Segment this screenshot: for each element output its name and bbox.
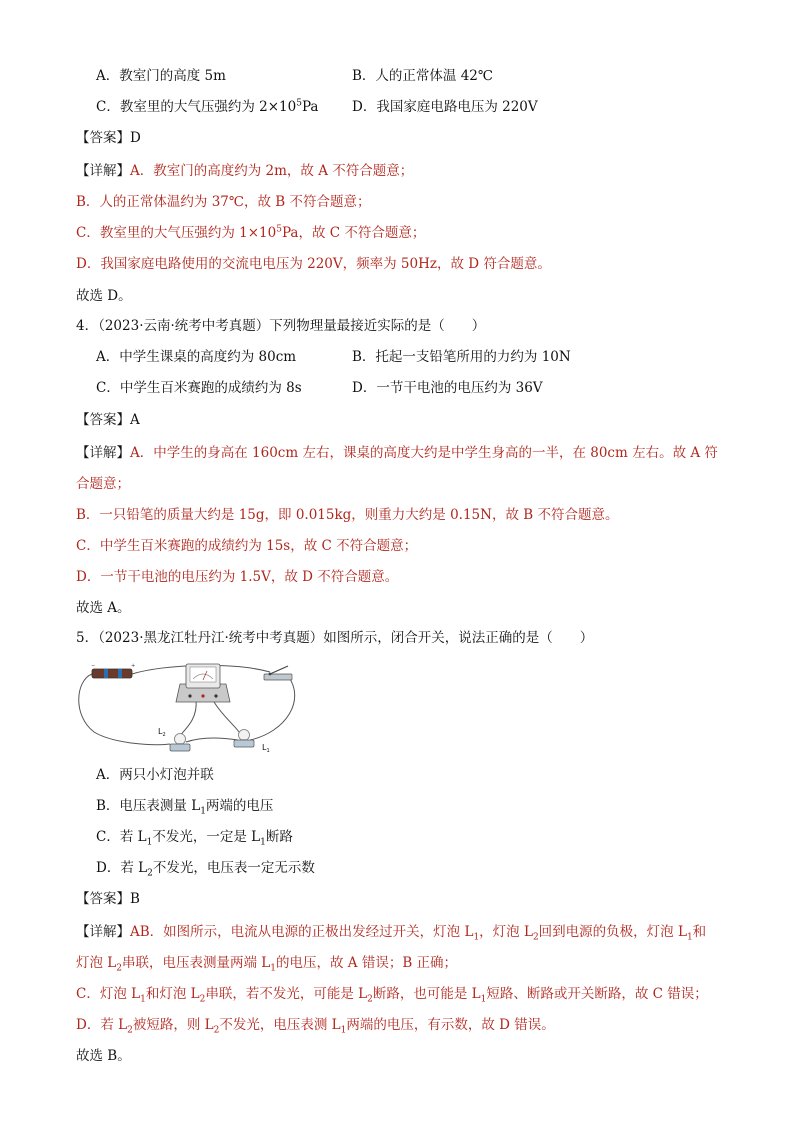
q5-option-c: C．若 $L_1$不发光，一定是 $L_1$断路 <box>96 829 293 848</box>
q4-option-d: D．一节干电池的电压约为 36V <box>352 380 543 396</box>
q4-options-row-1 <box>96 347 656 367</box>
wire-bulbs <box>186 738 238 742</box>
wire-battery-to-switch <box>79 674 170 745</box>
svg-text:−: − <box>91 663 96 669</box>
q5-stem: 5．（2023·黑龙江牡丹江·统考中考真题）如图所示，闭合开关，说法正确的是（ ） <box>76 630 594 646</box>
q3-detail-2: B．人的正常体温约为 37℃，故 B 不符合题意； <box>76 194 371 210</box>
circuit-figure <box>74 660 300 756</box>
label-l2: $L_2$ <box>158 727 166 738</box>
wire-right <box>250 676 295 740</box>
battery <box>91 663 135 678</box>
svg-text:+: + <box>131 663 136 669</box>
q3-detail-4: D．我国家庭电路使用的交流电电压为 220V，频率为 50Hz，故 D 符合题意。 <box>76 256 551 272</box>
q3-option-d: D．我国家庭电路电压为 220V <box>352 99 538 115</box>
q5-conclusion: 故选 B。 <box>76 1048 131 1064</box>
q4-detail-4: D．一节干电池的电压约为 1.5V，故 D 不符合题意。 <box>76 569 399 585</box>
q4-stem: 4．（2023·云南·统考中考真题）下列物理量最接近实际的是（ ） <box>76 318 486 334</box>
q3-detail-1: 【详解】A．教室门的高度约为 2m，故 A 不符合题意； <box>76 163 414 179</box>
q3-conclusion: 故选 D。 <box>76 288 132 304</box>
q5-answer: 【答案】B <box>76 891 140 907</box>
q4-option-c: C．中学生百米赛跑的成绩约为 8s <box>96 380 302 396</box>
bulb-l2 <box>170 734 190 752</box>
wire-meter-left <box>178 700 196 738</box>
q4-option-a: A．中学生课桌的高度约为 80cm <box>96 349 297 365</box>
voltmeter <box>176 664 230 702</box>
q5-detail-1: 【详解】AB．如图所示，电流从电源的正极出发经过开关，灯泡 $L_1$，灯泡 $L_2$回到电源的负极，灯泡 $L_1$和 <box>76 924 707 943</box>
q5-detail-4: D．若 $L_2$被短路，则 $L_2$不发光，电压表测 $L_1$两端的电压，有示数，故 D 错误。 <box>76 1017 555 1036</box>
q4-options-row-2 <box>96 378 656 398</box>
q5-detail-3: C．灯泡 $L_1$和灯泡 $L_2$串联，若不发光，可能是 $L_2$断路，也可能是 $L_1$短路、断路或开关断路，故 C 错误； <box>76 986 708 1005</box>
q5-option-d: D．若 $L_2$不发光，电压表一定无示数 <box>96 860 315 879</box>
q5-option-b: B．电压表测量 $L_1$两端的电压 <box>96 798 274 817</box>
q3-option-c: C．教室里的大气压强约为 $2\times 10^5Pa$ <box>96 98 319 115</box>
q4-detail-2: B．一只铅笔的质量大约是 15g，即 0.015kg，则重力大约是 0.15N，故 B 不符合题意。 <box>76 507 619 523</box>
wire-meter-right <box>214 702 242 736</box>
q4-answer: 【答案】A <box>76 412 140 428</box>
bulb-l1 <box>234 730 254 748</box>
q3-answer: 【答案】D <box>76 130 141 146</box>
q4-detail-1-cont: 合题意； <box>76 476 130 492</box>
q4-detail-1: 【详解】A．中学生的身高在 160cm 左右，课桌的高度大约是中学生身高的一半，在 80cm 左右。故 A 符 <box>76 445 718 461</box>
q3-option-b: B．人的正常体温 42℃ <box>352 68 493 84</box>
q3-options-row-2 <box>96 97 656 117</box>
switch <box>264 666 292 680</box>
q3-option-a: A．教室门的高度 5m <box>96 68 226 84</box>
q4-option-b: B．托起一支铅笔所用的力约为 10N <box>352 349 571 365</box>
q3-detail-3: C．教室里的大气压强约为 $1\times 10^5Pa$，故 C 不符合题意； <box>76 224 426 241</box>
label-l1: $L_1$ <box>262 743 270 754</box>
q5-option-a: A．两只小灯泡并联 <box>96 767 214 783</box>
q4-conclusion: 故选 A。 <box>76 600 131 616</box>
q5-detail-2: 灯泡 $L_2$串联，电压表测量两端 $L_1$的电压，故 A 错误；B 正确； <box>76 955 458 974</box>
q3-options-row-1 <box>96 66 656 86</box>
q4-detail-3: C．中学生百米赛跑的成绩约为 15s，故 C 不符合题意； <box>76 538 418 554</box>
